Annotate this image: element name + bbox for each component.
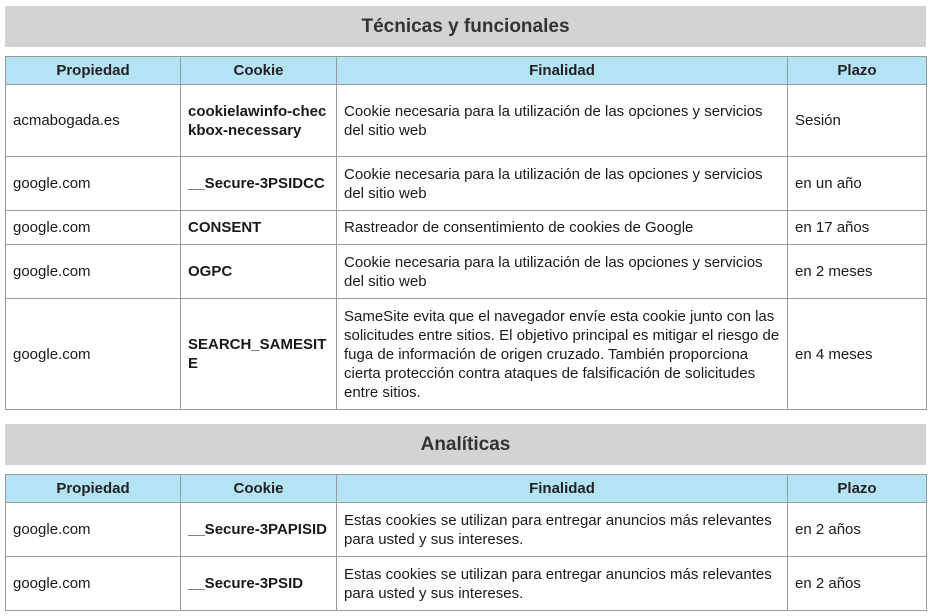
- table-row: [6, 503, 927, 557]
- cell-cookie: __Secure-3PSIDCC: [181, 157, 337, 211]
- cell-finalidad: Estas cookies se utilizan para entregar anuncios más relevantes para usted y sus intereses.: [337, 557, 788, 611]
- cell-cookie: __Secure-3PAPISID: [181, 503, 337, 557]
- cell-finalidad: Cookie necesaria para la utilización de las opciones y servicios del sitio web: [337, 157, 788, 211]
- section-title-tecnicas: Técnicas y funcionales: [5, 6, 926, 47]
- section-title-analiticas: Analíticas: [5, 424, 926, 465]
- cell-plazo: en un año: [788, 157, 927, 211]
- cell-propiedad: google.com: [6, 157, 181, 211]
- header-finalidad: Finalidad: [337, 475, 788, 503]
- cell-finalidad: Cookie necesaria para la utilización de las opciones y servicios del sitio web: [337, 245, 788, 299]
- table-header-row: [6, 57, 927, 85]
- table-header-row: [6, 475, 927, 503]
- table-row: [6, 557, 927, 611]
- cell-plazo: en 2 años: [788, 557, 927, 611]
- cell-propiedad: google.com: [6, 299, 181, 410]
- table-row: [6, 299, 927, 410]
- cell-finalidad: Cookie necesaria para la utilización de las opciones y servicios del sitio web: [337, 85, 788, 157]
- cookie-table-analiticas: [5, 474, 927, 611]
- cell-cookie: SEARCH_SAMESITE: [181, 299, 337, 410]
- cell-propiedad: google.com: [6, 557, 181, 611]
- header-plazo: Plazo: [788, 475, 927, 503]
- header-finalidad: Finalidad: [337, 57, 788, 85]
- table-row: [6, 245, 927, 299]
- cell-cookie: __Secure-3PSID: [181, 557, 337, 611]
- table-row: [6, 85, 927, 157]
- cell-plazo: en 2 meses: [788, 245, 927, 299]
- cell-finalidad: SameSite evita que el navegador envíe esta cookie junto con las solicitudes entre sitios. El objetivo principal es mitigar el riesgo de fuga de información de origen cruzado. También proporciona cierta protección contra ataques de falsificación de solicitudes entre sitios.: [337, 299, 788, 410]
- table-row: [6, 211, 927, 245]
- header-cookie: Cookie: [181, 57, 337, 85]
- header-propiedad: Propiedad: [6, 57, 181, 85]
- cell-cookie: cookielawinfo-checkbox-necessary: [181, 85, 337, 157]
- cell-finalidad: Estas cookies se utilizan para entregar anuncios más relevantes para usted y sus intereses.: [337, 503, 788, 557]
- cell-cookie: OGPC: [181, 245, 337, 299]
- cell-propiedad: acmabogada.es: [6, 85, 181, 157]
- cell-plazo: en 2 años: [788, 503, 927, 557]
- cell-plazo: Sesión: [788, 85, 927, 157]
- cell-cookie: CONSENT: [181, 211, 337, 245]
- cell-finalidad: Rastreador de consentimiento de cookies de Google: [337, 211, 788, 245]
- table-row: [6, 157, 927, 211]
- cell-propiedad: google.com: [6, 211, 181, 245]
- header-plazo: Plazo: [788, 57, 927, 85]
- header-propiedad: Propiedad: [6, 475, 181, 503]
- header-cookie: Cookie: [181, 475, 337, 503]
- cell-plazo: en 17 años: [788, 211, 927, 245]
- cell-propiedad: google.com: [6, 503, 181, 557]
- cell-propiedad: google.com: [6, 245, 181, 299]
- cookie-table-tecnicas: [5, 56, 927, 410]
- cell-plazo: en 4 meses: [788, 299, 927, 410]
